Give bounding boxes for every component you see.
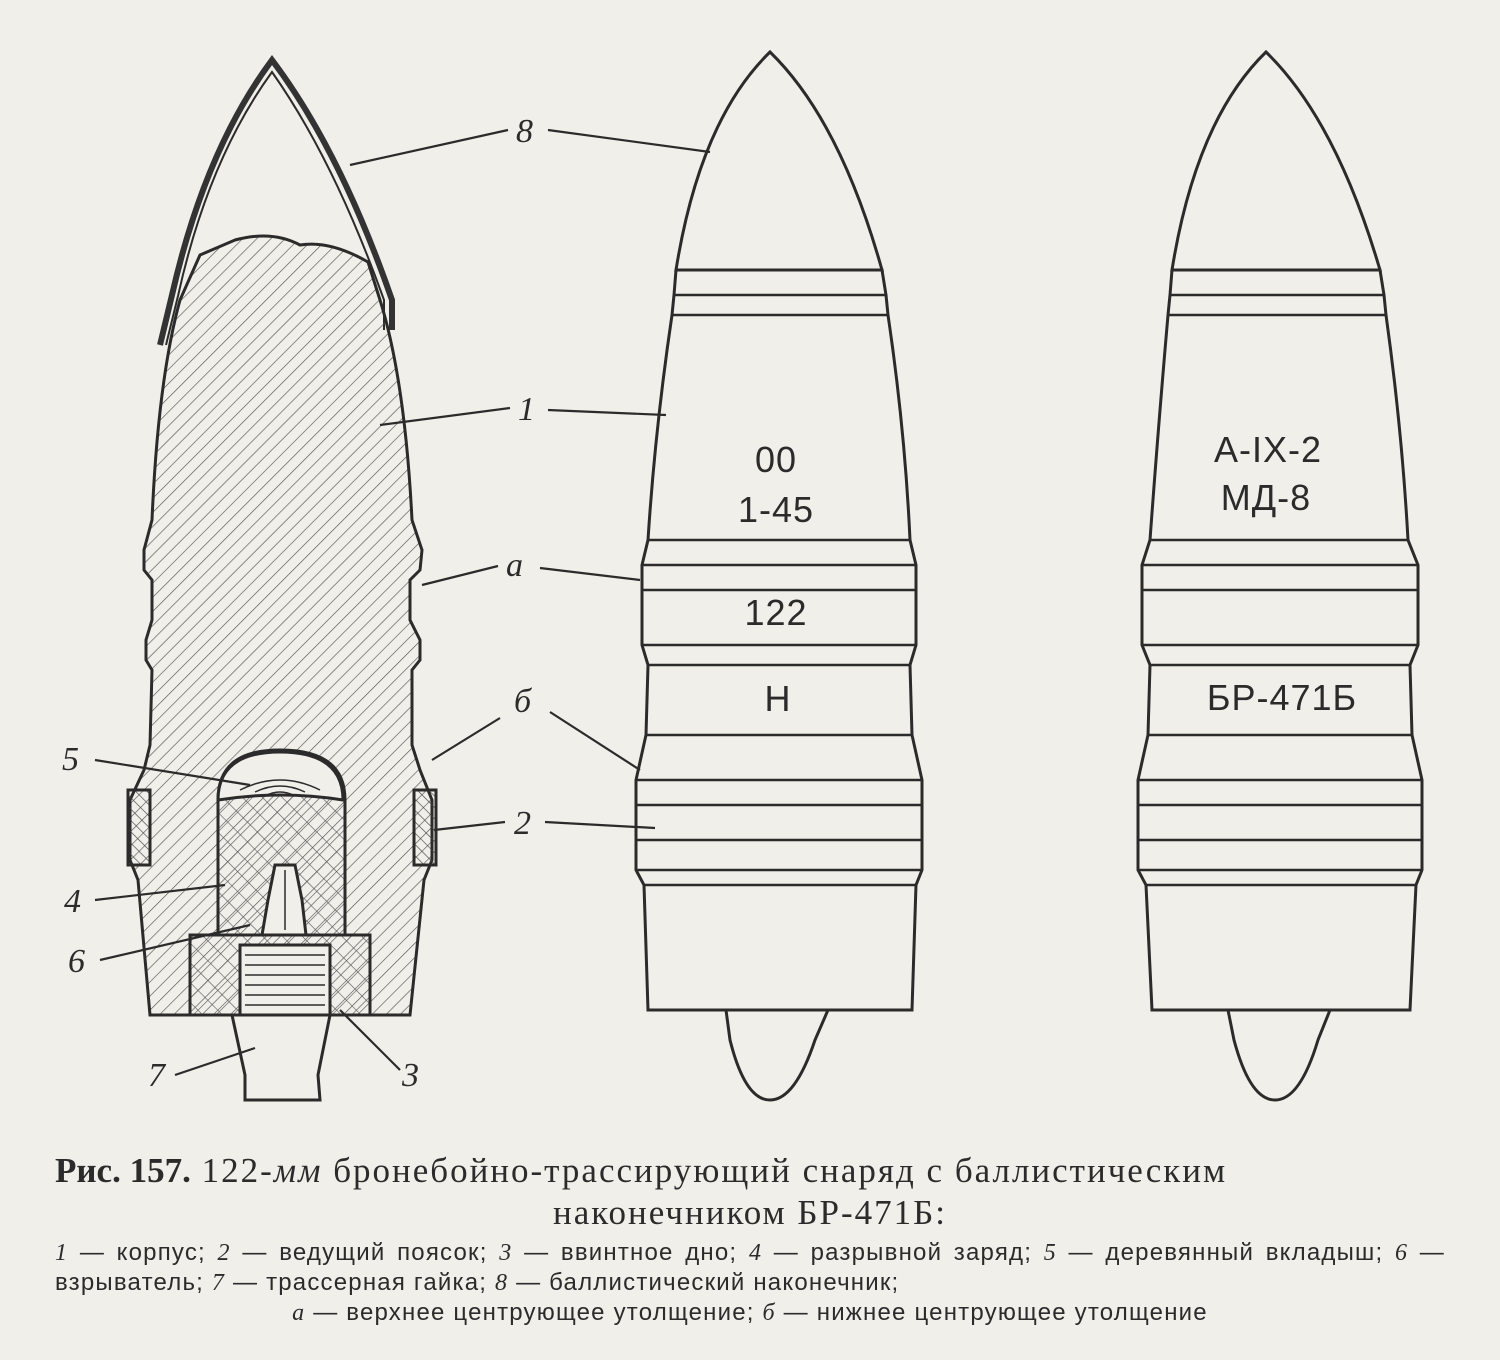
callout-1: 1 (518, 391, 535, 428)
marking-H: Н (764, 678, 792, 719)
figure-number: Рис. 157. (55, 1151, 191, 1190)
marking-122: 122 (744, 592, 808, 633)
legend-key: 2 (217, 1240, 231, 1266)
middle-markings (738, 439, 814, 719)
figure-caption (55, 1150, 1445, 1234)
legend-item: ведущий поясок; (279, 1239, 488, 1266)
callout-7: 7 (148, 1057, 165, 1094)
body-outline-right (1138, 270, 1422, 1010)
callout-4: 4 (64, 883, 81, 920)
marking-md-8: МД-8 (1220, 477, 1312, 518)
legend-item: верхнее центрующее утолщение; (346, 1299, 755, 1326)
legend-key: б (762, 1300, 776, 1326)
callout-8: 8 (516, 113, 533, 150)
marking-a-ix-2: А-IX-2 (1213, 429, 1323, 470)
caliber-unit: мм (273, 1151, 323, 1190)
legend-key: 6 (1394, 1240, 1409, 1266)
rotating-band-right (414, 790, 436, 865)
legend-item: ввинтное дно; (560, 1239, 738, 1266)
marking-br-471b: БР-471Б (1206, 677, 1358, 718)
ballistic-cap-middle (676, 52, 882, 270)
cross-section-view (128, 60, 436, 1100)
tracer-middle (726, 1010, 828, 1100)
legend-key: 3 (499, 1240, 513, 1266)
legend-item: разрывной заряд; (810, 1239, 1033, 1266)
callout-b: б (514, 683, 532, 720)
legend-key: 5 (1043, 1240, 1057, 1266)
legend-item: нижнее центрующее утолщение (816, 1299, 1208, 1326)
exterior-view-middle (636, 52, 922, 1100)
ballistic-cap-right (1172, 52, 1380, 270)
legend-key: 4 (748, 1240, 763, 1266)
callout-2: 2 (514, 805, 531, 842)
right-markings (1207, 429, 1357, 718)
legend-key: 1 (55, 1240, 69, 1266)
legend-key: а (292, 1300, 306, 1326)
figure-legend: 1 — корпус; 2 — ведущий поясок; 3 — ввинтное дно; 4 — разрывной заряд; 5 — деревянный вкладыш; 6 — взрыватель; 7 — трассерная гайка; 8 — баллистический наконечник; а — верхнее центрующее утолщение; б — нижнее центрующее утолщение (55, 1239, 1446, 1326)
legend-item: взрыватель; (55, 1269, 205, 1296)
rotating-band-left (128, 790, 150, 865)
exterior-view-right (1138, 52, 1422, 1100)
legend-item: деревянный вкладыш; (1105, 1239, 1384, 1266)
callout-6: 6 (68, 943, 85, 980)
marking-1-45: 1-45 (737, 489, 815, 530)
caliber: 122- (201, 1151, 274, 1190)
legend-item: баллистический наконечник; (549, 1269, 900, 1296)
caption-title-line2: наконечником БР-471Б: (553, 1193, 947, 1232)
marking-00: 00 (754, 439, 798, 480)
callout-3: 3 (402, 1057, 419, 1094)
tracer-right (1228, 1010, 1330, 1100)
legend-item: корпус; (116, 1239, 206, 1266)
caption-title: бронебойно-трассирующий снаряд с баллистическим (322, 1151, 1228, 1190)
legend-key: 8 (495, 1270, 509, 1296)
callout-a: а (506, 547, 523, 584)
tracer-nut (232, 1015, 330, 1100)
legend-item: трассерная гайка; (266, 1269, 488, 1296)
callout-5: 5 (62, 741, 79, 778)
legend-key: 7 (211, 1270, 226, 1296)
body-outline-middle (636, 270, 922, 1010)
